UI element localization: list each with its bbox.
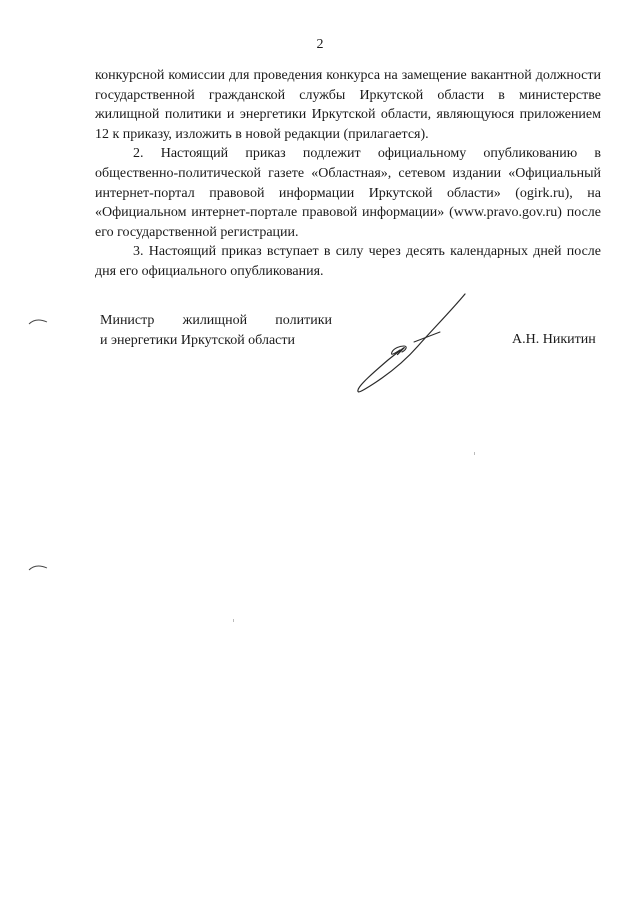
signatory-name: А.Н. Никитин (512, 332, 596, 347)
signatory-position (100, 311, 332, 350)
position-word-housing: жилищной (182, 313, 248, 328)
scan-speck (233, 619, 234, 622)
position-word-policy: политики (275, 313, 332, 328)
signature-tail-stroke (414, 332, 440, 342)
signatory-position-line-2: и энергетики Иркутской области (100, 332, 295, 348)
margin-mark (28, 564, 48, 572)
position-word-minister: Министр (100, 313, 155, 328)
scan-speck (474, 452, 475, 455)
paragraph-3: 3. Настоящий приказ вступает в силу через десять календарных дней после дня его официального опубликования. (95, 244, 601, 279)
document-body (95, 66, 601, 282)
signature-main-stroke (358, 294, 465, 392)
signatory-position-line-1 (100, 311, 332, 331)
handwritten-signature (340, 290, 480, 400)
paragraph-continuation: конкурсной комиссии для проведения конкурса на замещение вакантной должности государственной гражданской службы Иркутской области в министерстве жилищной политики и энергетики Иркутской области, являющуюся приложением 12 к приказу, изложить в новой редакции (прилагается). (95, 68, 601, 142)
paragraph-2: 2. Настоящий приказ подлежит официальному опубликованию в общественно-политической газете «Областная», сетевом издании «Официальный интернет-портал правовой информации Иркутской области» (ogirk.ru), на «Официальном интернет-портале правовой информации» (www.pravo.gov.ru) после его государственной регистрации. (95, 146, 601, 240)
page-number: 2 (316, 37, 324, 52)
margin-mark (28, 318, 48, 326)
